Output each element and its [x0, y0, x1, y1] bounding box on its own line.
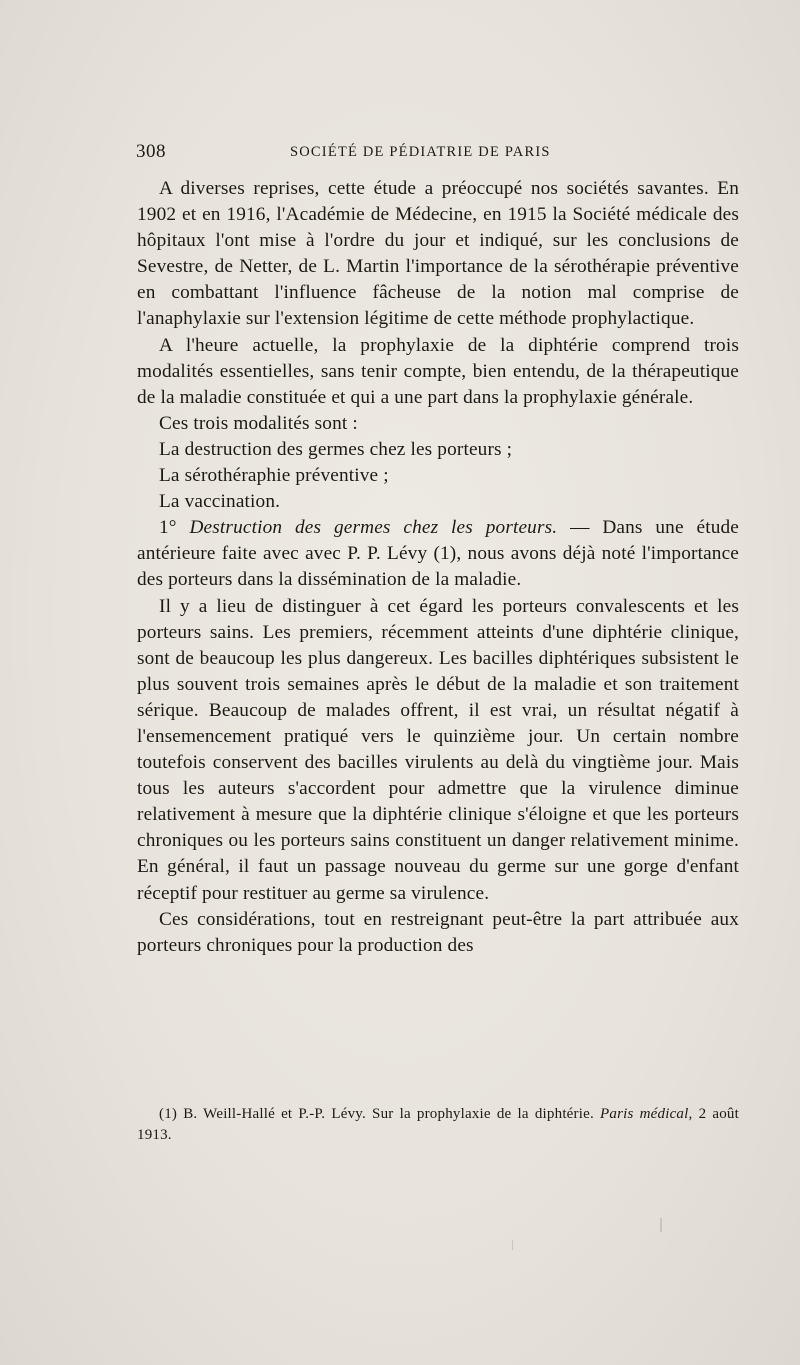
list-item-vaccination: La vaccination.	[159, 491, 281, 513]
paragraph-prophylaxis: A l'heure actuelle, la prophylaxie de la diphtérie comprend trois modalités essentielles, sans tenir compte, bien entendu, de la thérapeutique de la maladie constituée et qui a une part dans la prophylaxie générale.	[137, 334, 739, 408]
paragraph-modalities: Ces trois modalités sont :	[159, 412, 358, 434]
footnote-journal: Paris médical,	[600, 1106, 693, 1122]
section-title: Destruction des germes chez les porteurs.	[189, 517, 558, 539]
footnote-text: (1) B. Weill-Hallé et P.-P. Lévy. Sur la prophylaxie de la diphtérie.	[159, 1106, 601, 1122]
paragraph-intro: A diverses reprises, cette étude a préoccupé nos sociétés savantes. En 1902 et en 1916, l'Académie de Médecine, en 1915 la Société médicale des hôpitaux l'ont mise à l'ordre du jour et indiqué, sur les conclusions de Sevestre, de Netter, de L. Martin l'importance de la sérothérapie préventive en combattant l'influence fâcheuse de la notion mal comprise de l'anaphylaxie sur l'extension légitime de cette méthode prophylactique.	[137, 178, 739, 330]
page-number: 308	[136, 141, 166, 162]
section-destruction	[137, 515, 739, 593]
paper-blemish	[660, 1218, 662, 1232]
body-text	[137, 176, 739, 959]
section-text: — Dans une étude antérieure faite avec avec P. P. Lévy (1), nous avons déjà noté l'importance des porteurs dans la dissémination de la maladie.	[137, 517, 739, 591]
paper-blemish	[512, 1240, 513, 1250]
section-number: 1°	[159, 517, 177, 539]
page-header	[136, 141, 738, 163]
paragraph-considerations: Ces considérations, tout en restreignant peut-être la part attribuée aux porteurs chroniques pour la production des	[137, 908, 739, 956]
running-title: SOCIÉTÉ DE PÉDIATRIE DE PARIS	[290, 144, 551, 160]
footnote	[137, 1104, 739, 1146]
paragraph-carriers: Il y a lieu de distinguer à cet égard les porteurs convalescents et les porteurs sains. Les premiers, récemment atteints d'une diphtérie clinique, sont de beaucoup les plus dangereux. Les bacilles diphtériques subsistent le plus souvent trois semaines après le début de la maladie et son traitement sérique. Beaucoup de malades offrent, il est vrai, un résultat négatif à l'ensemencement pratiqué vers le quinzième jour. Un certain nombre toutefois conservent des bacilles virulents au delà du vingtième jour. Mais tous les auteurs s'accordent pour admettre que la virulence diminue relativement à mesure que la diphtérie clinique s'éloigne et que les porteurs chroniques ou les porteurs sains constituent un danger relativement minime. En général, il faut un passage nouveau du germe sur une gorge d'enfant réceptif pour restituer au germe sa virulence.	[137, 595, 739, 904]
list-item-serotherapy: La sérothéraphie préventive ;	[159, 465, 389, 487]
footnote-date: 2 août 1913.	[137, 1106, 739, 1143]
list-item-destruction: La destruction des germes chez les porteurs ;	[159, 438, 513, 460]
